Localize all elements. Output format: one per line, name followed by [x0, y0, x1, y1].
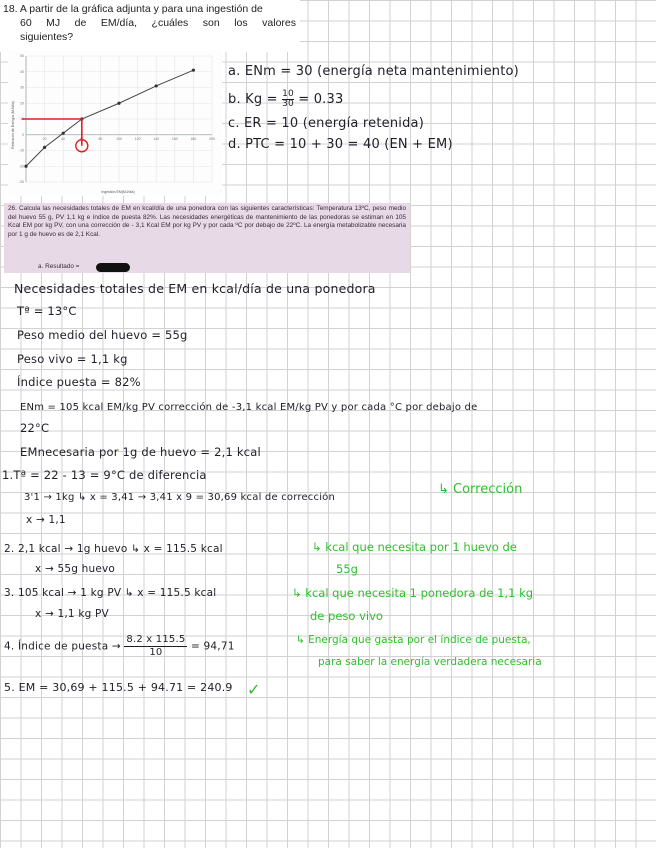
step2-note-line1: ↳ kcal que necesita por 1 huevo de	[312, 540, 517, 554]
notes-title: Necesidades totales de EM en kcal/día de una ponedora	[14, 281, 376, 296]
step4-calc	[4, 634, 235, 659]
notes-laying-index: Índice puesta = 82%	[17, 375, 141, 389]
checkmark-icon: ✓	[247, 680, 261, 699]
notes-live-weight: Peso vivo = 1,1 kg	[17, 352, 128, 366]
step3-rule-x: x → 1,1 kg PV	[35, 608, 109, 620]
y-tick-label: 40	[20, 69, 24, 74]
step3-note-line2: de peso vivo	[310, 609, 383, 623]
step4-fraction	[124, 634, 187, 659]
step2-note-line2: 55g	[336, 562, 358, 576]
x-tick-label: 120	[134, 136, 141, 141]
x-tick-label: 160	[171, 136, 178, 141]
question-26-text: 26. Calcula las necesidades totales de EM en kcal/día de una ponedora con las siguientes características: Temperatura 13ºC, peso medio del huevo 55 g, PV 1,1 kg e índice de puesta 82%. Las necesidades energéticas de mantenimiento de las ponedoras se estiman en 105 Kcal EM por kg PV, con una corrección de - 3,1 Kcal EM por kg PV y por cada ºC por debajo de 22ºC. La energía metabolizable necesaria por 1 g de huevo es de 2,1 Kcal.	[8, 205, 406, 238]
notes-temp: Tª = 13°C	[17, 304, 77, 318]
x-tick-label: 40	[61, 136, 66, 141]
step3-note-line1: ↳ kcal que necesita 1 ponedora de 1,1 kg	[292, 586, 534, 600]
step1-rule-x: x → 1,1	[26, 514, 66, 526]
answer-b-fraction	[282, 90, 294, 109]
answer-b	[228, 90, 343, 109]
question-18-line3: siguientes?	[20, 31, 74, 43]
data-point	[43, 146, 46, 149]
step5-total: 5. EM = 30,69 + 115.5 + 94.71 = 240.9	[4, 681, 233, 694]
x-tick-label: 100	[116, 136, 122, 141]
answer-a: a. ENm = 30 (energía neta mantenimiento)	[228, 64, 519, 79]
notes-egg-weight: Peso medio del huevo = 55g	[17, 328, 188, 342]
chart-ylabel: Retención de Energía (MJ/día)	[11, 101, 15, 149]
notes-em-per-egg: EMnecesaria por 1g de huevo = 2,1 kcal	[20, 445, 261, 459]
chart-xlabel: Ingestión EM(MJ/día)	[101, 190, 135, 194]
notes-enm-line2: 22°C	[20, 421, 50, 435]
step4-note-line1: ↳ Energía que gasta por el índice de puesta,	[296, 634, 531, 646]
step4-suffix: = 94,71	[190, 640, 235, 653]
answer-b-den: 30	[282, 99, 294, 109]
x-tick-label: 140	[153, 136, 160, 141]
question-18	[0, 0, 300, 52]
data-point	[117, 102, 120, 105]
step4-num: 8.2 x 115.5	[126, 634, 186, 645]
notes-enm-line1: ENm = 105 kcal EM/kg PV corrección de -3,1 kcal EM/kg PV y por cada °C por debajo de	[20, 402, 478, 413]
y-tick-label: -20	[18, 164, 24, 169]
redacted-result	[96, 263, 130, 272]
x-tick-label: 180	[190, 136, 197, 141]
step4-den: 10	[149, 647, 163, 658]
answer-b-num: 10	[282, 89, 294, 99]
answer-b-prefix: b. Kg =	[228, 92, 278, 107]
step4-prefix: 4. Índice de puesta →	[4, 640, 121, 653]
data-point	[155, 84, 158, 87]
step1-rule: 3'1 → 1kg ↳ x = 3,41 → 3,41 x 9 = 30,69 kcal de corrección	[24, 492, 336, 503]
step2-rule: 2. 2,1 kcal → 1g huevo ↳ x = 115.5 kcal	[4, 543, 223, 555]
question-18-line1: 18. A partir de la gráfica adjunta y para una ingestión de	[3, 3, 263, 15]
x-tick-label: 60	[79, 136, 84, 141]
y-tick-label: 10	[20, 117, 24, 122]
question-18-line2: 60 MJ de EM/día, ¿cuáles son los valores	[20, 17, 296, 29]
x-tick-label: 20	[42, 136, 47, 141]
x-tick-label: 200	[209, 136, 215, 141]
y-tick-label: -10	[18, 148, 24, 153]
question-26	[4, 203, 410, 273]
y-tick-label: 50	[20, 54, 24, 59]
answer-c: c. ER = 10 (energía retenida)	[228, 116, 424, 131]
y-tick-label: 30	[20, 85, 24, 90]
energy-retention-chart	[8, 50, 222, 196]
y-tick-label: -30	[18, 180, 24, 185]
step2-rule-x: x → 55g huevo	[35, 563, 116, 575]
question-26-result-label: a. Resultado =	[38, 263, 80, 270]
step1-temp-diff: 1.Tª = 22 - 13 = 9°C de diferencia	[2, 468, 207, 482]
step3-rule: 3. 105 kcal → 1 kg PV ↳ x = 115.5 kcal	[4, 587, 217, 599]
step1-note: ↳ Corrección	[438, 482, 523, 497]
step4-note-line2: para saber la energía verdadera necesaria	[318, 656, 542, 668]
y-tick-label: 20	[20, 101, 24, 106]
y-tick-label: 0	[22, 132, 24, 137]
data-point	[62, 132, 65, 135]
answer-d: d. PTC = 10 + 30 = 40 (EN + EM)	[228, 137, 453, 152]
chart-svg	[8, 50, 222, 196]
data-point	[192, 69, 195, 72]
answer-b-suffix: = 0.33	[298, 92, 344, 107]
x-tick-label: 80	[98, 136, 103, 141]
chart-marks	[22, 69, 195, 168]
data-point	[24, 165, 27, 168]
